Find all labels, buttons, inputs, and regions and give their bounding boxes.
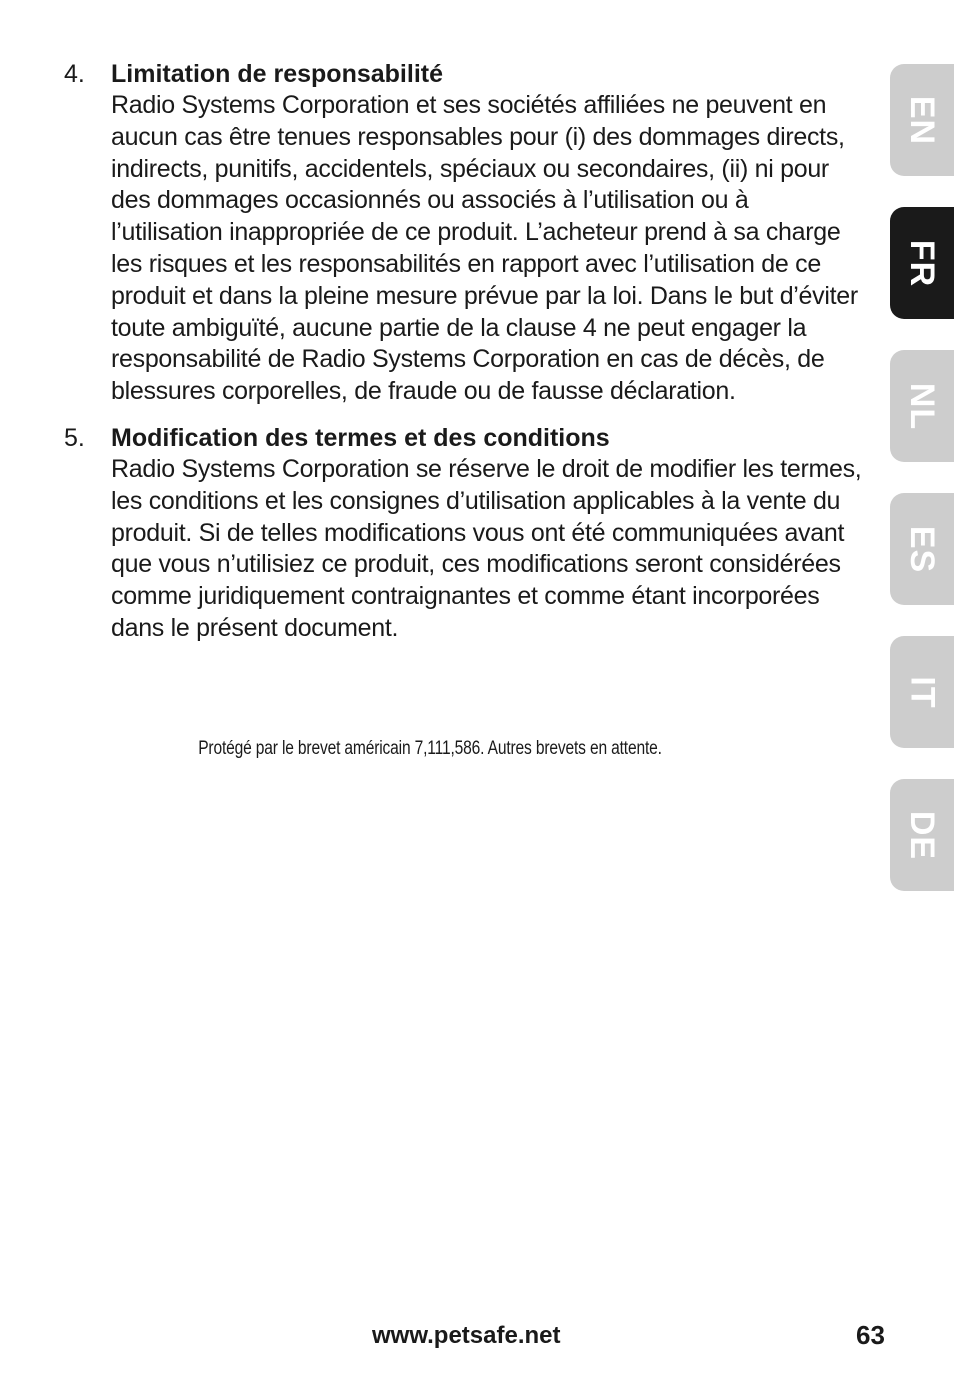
section-title: Modification des termes et des conditions bbox=[111, 423, 610, 452]
section-number: 4. bbox=[64, 60, 85, 88]
lang-tab-en[interactable] bbox=[890, 64, 954, 176]
section-limitation-liability bbox=[64, 58, 864, 408]
lang-tab-label: NL bbox=[903, 382, 942, 430]
section-modification-terms bbox=[64, 422, 864, 645]
footer-url[interactable]: www.petsafe.net bbox=[372, 1322, 561, 1349]
lang-tab-label: ES bbox=[903, 525, 942, 573]
page-number: 63 bbox=[856, 1320, 885, 1350]
section-number: 5. bbox=[64, 423, 85, 452]
lang-tab-fr[interactable] bbox=[890, 207, 954, 319]
lang-tab-nl[interactable] bbox=[890, 350, 954, 462]
document-content bbox=[64, 58, 864, 659]
section-body: Radio Systems Corporation se réserve le droit de modifier les termes, les conditions et les consignes d’utilisation applicables à la vente du produit. Si de telles modifications vous ont été communiquées avant que vous n’utilisiez ce produit, ces modifications seront considérées comme juridiquement contraignantes et comme étant incorporées dans le présent document. bbox=[111, 454, 862, 642]
lang-tab-it[interactable] bbox=[890, 636, 954, 748]
lang-tab-label: IT bbox=[903, 675, 942, 709]
lang-tab-label: DE bbox=[903, 810, 942, 860]
section-title: Limitation de responsabilité bbox=[111, 60, 443, 88]
lang-tab-label: FR bbox=[903, 239, 942, 287]
lang-tab-de[interactable] bbox=[890, 779, 954, 891]
lang-tab-label: EN bbox=[903, 95, 942, 145]
lang-tab-es[interactable] bbox=[890, 493, 954, 605]
patent-note: Protégé par le brevet américain 7,111,586. Autres brevets en attente. bbox=[198, 738, 662, 759]
section-body: Radio Systems Corporation et ses sociétés affiliées ne peuvent en aucun cas être tenues responsables pour (i) des dommages directs, indirects, punitifs, accidentels, spéciaux ou secondaires, (ii) ni pour des dommages occasionnés ou associés à l’utilisation ou à l’utilisation inappropriée de ce produit. L’acheteur prend à sa charge les risques et les responsabilités en rapport avec l’utilisation de ce produit et dans la pleine mesure prévue par la loi. Dans le but d’éviter toute ambiguïté, aucune partie de la clause 4 ne peut engager la responsabilité de Radio Systems Corporation en cas de décès, de blessures corporelles, de fraude ou de fausse déclaration. bbox=[111, 91, 858, 406]
